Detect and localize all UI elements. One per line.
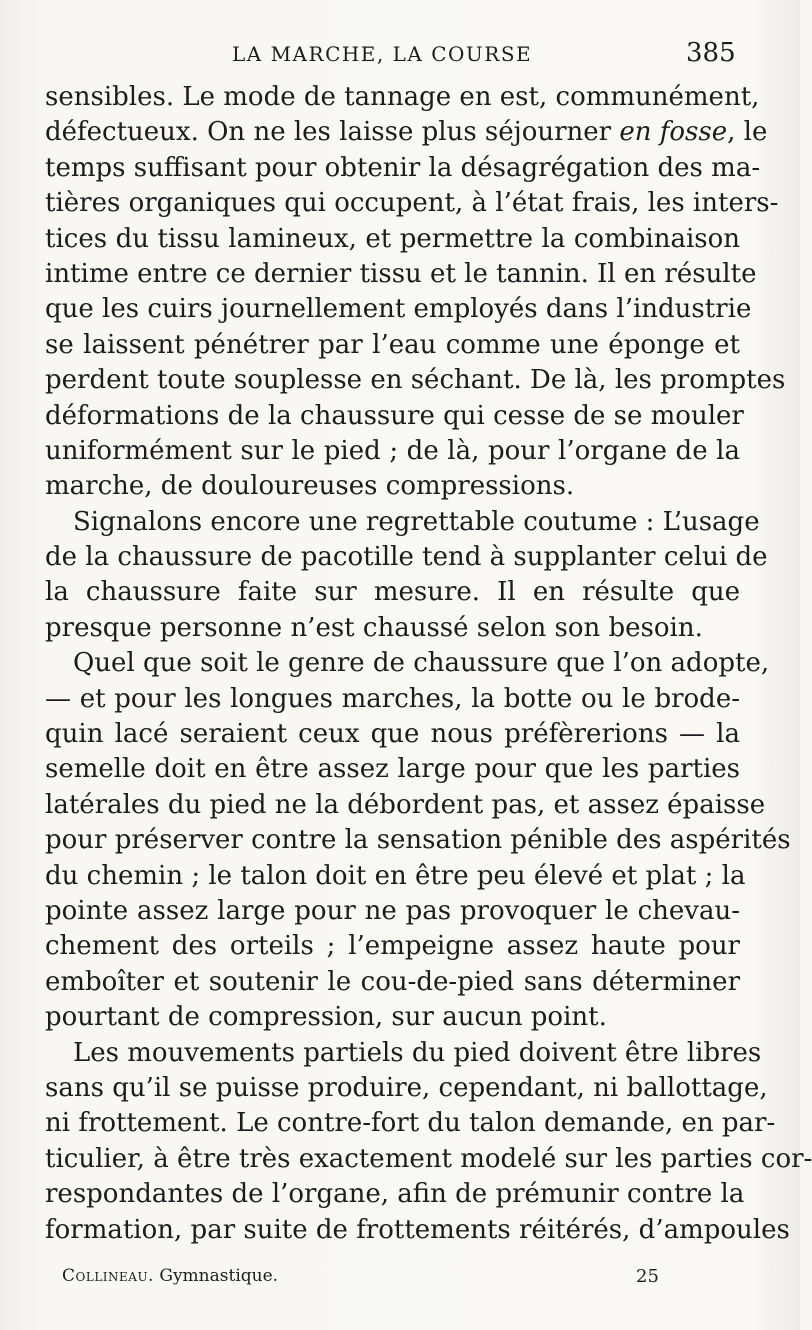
- footer-title: Gymnastique.: [159, 1266, 279, 1286]
- text-line: la chaussure faite sur mesure. Il en résulte que: [45, 577, 740, 608]
- text-line: pointe assez large pour ne pas provoquer le chevau-: [45, 895, 740, 926]
- text-line: formation, par suite de frottements réitérés, d’ampoules: [45, 1214, 790, 1245]
- text-line: pour préserver contre la sensation pénible des aspérités: [45, 825, 791, 856]
- text-line: perdent toute souplesse en séchant. De là, les promptes: [45, 365, 786, 396]
- text-line: chement des orteils ; l’empeigne assez haute pour: [45, 931, 740, 962]
- running-title: LA MARCHE, LA COURSE: [232, 42, 533, 66]
- text-line: marche, de douloureuses compressions.: [45, 471, 575, 502]
- text-line: quin lacé seraient ceux que nous préfèrerions — la: [45, 719, 740, 750]
- text-line: pourtant de compression, sur aucun point.: [45, 1002, 607, 1033]
- page-footer: [62, 1266, 662, 1290]
- text-line: que les cuirs journellement employés dans l’industrie: [45, 294, 752, 325]
- text-line: — et pour les longues marches, la botte ou le brode-: [45, 683, 740, 714]
- text-line: Quel que soit le genre de chaussure que l’on adopte,: [73, 648, 770, 679]
- text-line: emboîter et soutenir le cou-de-pied sans déterminer: [45, 966, 740, 997]
- text-line: du chemin ; le talon doit en être peu élevé et plat ; la: [45, 860, 746, 891]
- text-line: sans qu’il se puisse produire, cependant, ni ballottage,: [45, 1072, 768, 1103]
- text-line: temps suffisant pour obtenir la désagrégation des ma-: [45, 152, 761, 183]
- text-line: ticulier, à être très exactement modelé sur les parties cor-: [45, 1143, 812, 1174]
- footer-author: Collineau.: [62, 1266, 154, 1286]
- text-line: déformations de la chaussure qui cesse de se mouler: [45, 400, 744, 431]
- text-line: uniformément sur le pied ; de là, pour l’organe de la: [45, 435, 740, 466]
- text-line: semelle doit en être assez large pour que les parties: [45, 754, 740, 785]
- text-line: se laissent pénétrer par l’eau comme une éponge et: [45, 329, 740, 360]
- text-line: latérales du pied ne la débordent pas, et assez épaisse: [45, 789, 766, 820]
- text-line: Les mouvements partiels du pied doivent être libres: [73, 1037, 762, 1068]
- text-line: presque personne n’est chaussé selon son besoin.: [45, 612, 703, 643]
- text-line: défectueux. On ne les laisse plus séjourner en fosse, le: [45, 117, 768, 148]
- text-line: ni frottement. Le contre-fort du talon demande, en par-: [45, 1108, 776, 1139]
- signature-mark: 25: [636, 1266, 659, 1287]
- text-line: de la chaussure de pacotille tend à supplanter celui de: [45, 542, 768, 573]
- text-line: respondantes de l’organe, afin de prémunir contre la: [45, 1179, 745, 1210]
- page-header: [0, 38, 800, 72]
- body-text: [45, 80, 812, 1248]
- page-number: 385: [686, 38, 736, 68]
- text-line: Signalons encore une regrettable coutume : L’usage: [73, 506, 760, 537]
- text-line: sensibles. Le mode de tannage en est, communément,: [45, 82, 760, 112]
- text-line: tières organiques qui occupent, à l’état frais, les inters-: [45, 188, 779, 219]
- italic-phrase: en fosse: [619, 117, 728, 148]
- text-line: intime entre ce dernier tissu et le tannin. Il en résulte: [45, 258, 757, 289]
- text-line: tices du tissu lamineux, et permettre la combinaison: [45, 223, 740, 254]
